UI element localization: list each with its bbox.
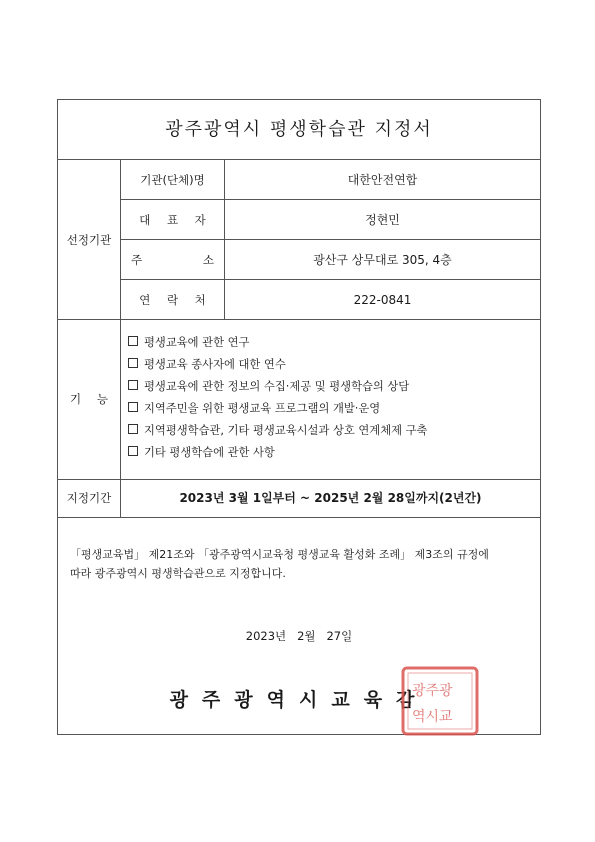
checkbox-icon: [128, 380, 138, 390]
function-text: 지역주민을 위한 평생교육 프로그램의 개발·운영: [144, 402, 381, 415]
label-part: 대: [139, 213, 151, 227]
certificate-frame: [57, 99, 541, 735]
svg-text:광주광: 광주광: [412, 683, 453, 699]
label-part: 처: [194, 293, 206, 307]
function-text: 기타 평생학습에 관한 사항: [144, 446, 275, 459]
issuer-name: 광주광역시교육감: [169, 689, 429, 711]
statement-line: 따라 광주광역시 평생학습관으로 지정합니다.: [70, 567, 286, 580]
value-org-name: 대한안전연합: [347, 173, 418, 187]
divider: [120, 319, 121, 479]
label-address: [121, 240, 224, 280]
function-list: [128, 332, 427, 464]
designation-statement: [70, 545, 530, 583]
statement-line: 「평생교육법」 제21조와 「광주광역시교육청 평생교육 활성화 조례」 제3조의 규정에: [70, 548, 489, 561]
checkbox-icon: [128, 402, 138, 412]
label-part: 락: [166, 293, 179, 307]
label-part: 능: [96, 392, 108, 406]
function-text: 평생교육 종사자에 대한 연수: [144, 358, 286, 371]
divider: [58, 517, 540, 518]
label-part: 소: [202, 253, 214, 267]
section-label-designated: 선정기관: [66, 233, 112, 247]
label-contact: [121, 280, 224, 320]
section-label-function: [58, 320, 120, 478]
function-text: 평생교육에 관한 연구: [144, 336, 250, 349]
list-item: [128, 420, 427, 442]
list-item: [128, 442, 427, 464]
value-address: 광산구 상무대로 305, 4층: [313, 253, 452, 267]
label-part: 표: [166, 213, 179, 227]
label-part: 주: [131, 253, 143, 267]
checkbox-icon: [128, 358, 138, 368]
label-part: 기관(단체)명: [140, 173, 205, 187]
label-representative: [121, 200, 224, 240]
value-representative: 정현민: [365, 213, 400, 227]
svg-text:역시교: 역시교: [412, 709, 453, 725]
value-contact: 222-0841: [353, 293, 412, 307]
document-title: 광주광역시 평생학습관 지정서: [58, 100, 540, 160]
label-part: 연: [139, 293, 151, 307]
label-part: 자: [194, 213, 206, 227]
list-item: [128, 376, 427, 398]
official-seal: [400, 665, 480, 737]
section-label-period: 지정기간: [66, 491, 112, 505]
issue-date: 2023년 2월 27일: [245, 629, 353, 643]
list-item: [128, 332, 427, 354]
label-part: 기: [70, 392, 82, 406]
function-text: 평생교육에 관한 정보의 수집·제공 및 평생학습의 상담: [144, 380, 410, 393]
function-text: 지역평생학습관, 기타 평생교육시설과 상호 연계체제 구축: [144, 424, 428, 437]
checkbox-icon: [128, 446, 138, 456]
period-value: 2023년 3월 1일부터 ~ 2025년 2월 28일까지(2년간): [179, 491, 482, 505]
checkbox-icon: [128, 424, 138, 434]
divider: [58, 319, 540, 320]
checkbox-icon: [128, 336, 138, 346]
list-item: [128, 354, 427, 376]
list-item: [128, 398, 427, 420]
label-org-name: [121, 160, 224, 200]
